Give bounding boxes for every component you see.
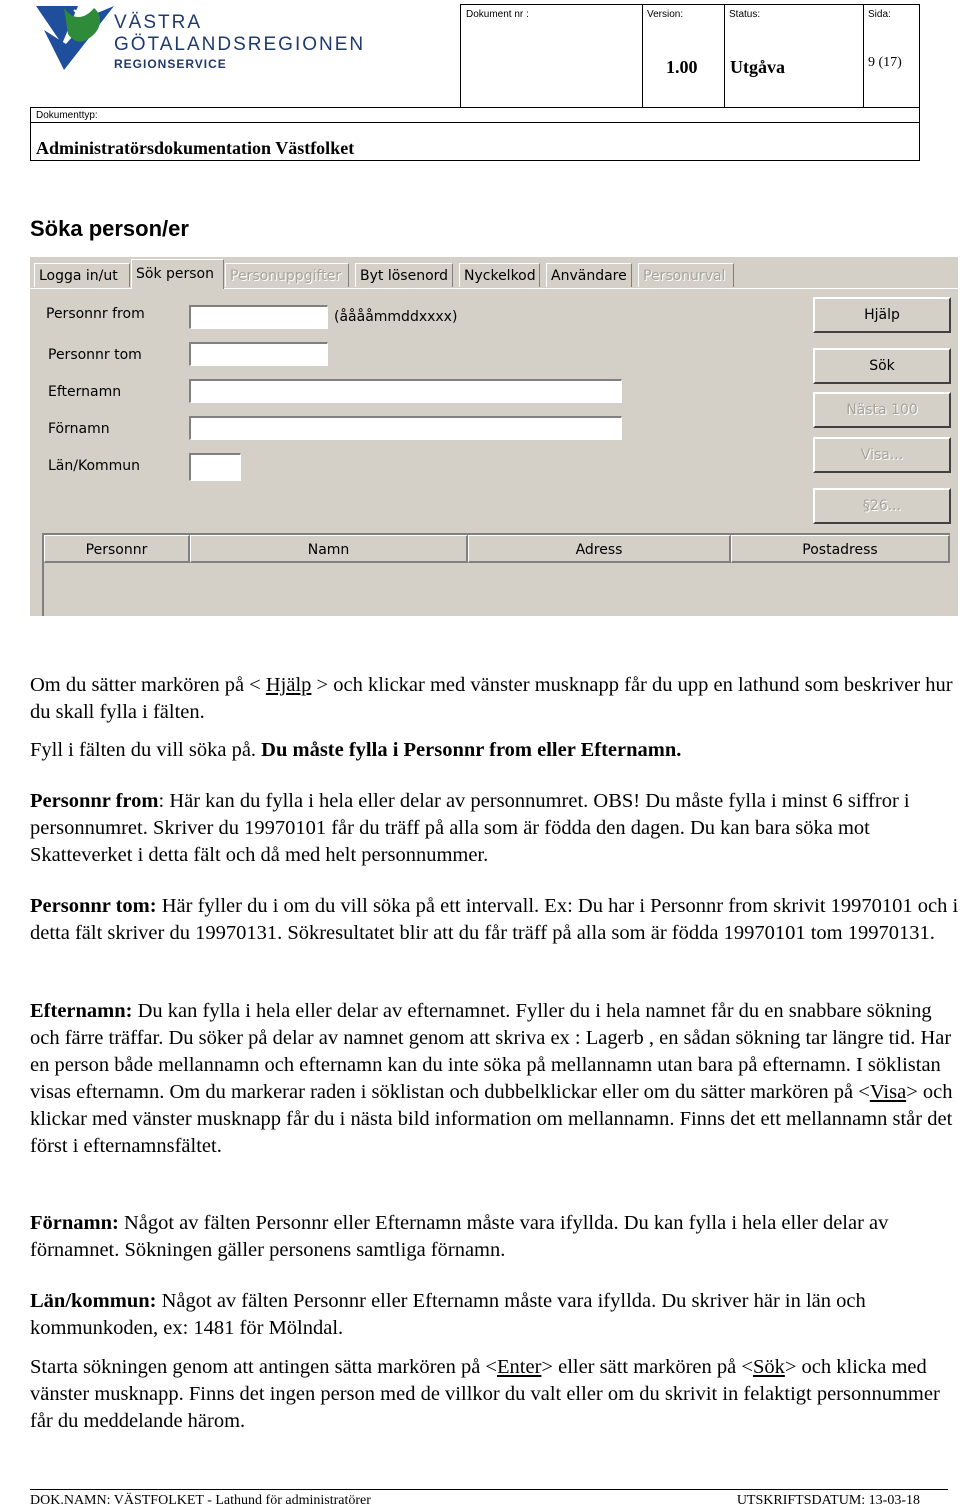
paragraph-personnr-tom: Personnr tom: Här fyller du i om du vill söka på ett intervall. Ex: Du har i Personnr from skrivit 19970101 och i detta fält skriver du 19970131. Sökresultatet blir att du får träff på alla som är födda 19970101 tom 19970131. — [30, 895, 959, 944]
paragraph-fyll-i: Fyll i fälten du vill söka på. Du måste fylla i Personnr from eller Efternamn. — [30, 739, 682, 761]
paragraph-lan-kommun: Län/kommun: Något av fälten Personnr eller Efternamn måste vara ifyllda. Du skriver här in län och kommunkoden, ex: 1481 för Mölndal. — [30, 1290, 866, 1339]
search-result-list[interactable] — [42, 533, 950, 616]
footer-print-date: UTSKRIFTSDATUM: 13-03-18 — [736, 1493, 920, 1508]
tab-bar — [30, 257, 958, 289]
paragraph-starta-sokning: Starta sökningen genom att antingen sätta markören på <Enter> eller sätt markören på <Sök> och klicka med vänster musknapp. Finns det ingen person med de villkor du valt eller om du skrivit in felaktigt personnummer får du meddelande härom. — [30, 1356, 940, 1432]
hjalp-button[interactable]: Hjälp — [813, 297, 951, 333]
footer-divider — [30, 1489, 948, 1490]
sok-person-window — [30, 257, 958, 616]
personnr-from-input[interactable] — [189, 305, 328, 329]
paragraph-hjalp: Om du sätter markören på < Hjälp > och klickar med vänster musknapp får du upp en lathund som beskriver hur du skall fylla i fälten. — [30, 674, 953, 723]
sok-link: Sök — [752, 1356, 785, 1378]
tab-logga-in-ut[interactable]: Logga in/ut — [34, 263, 130, 287]
section-title: Söka person/er — [30, 216, 189, 241]
sida-value: 9 (17) — [868, 55, 902, 70]
dokumenttyp-value: Administratörsdokumentation Västfolket — [36, 138, 355, 158]
sida-label: Sida: — [868, 9, 891, 20]
status-value: Utgåva — [730, 57, 785, 77]
label-efternamn: Efternamn — [48, 384, 122, 400]
column-header-personnr[interactable]: Personnr — [44, 535, 190, 563]
tab-byt-losenord[interactable]: Byt lösenord — [355, 263, 453, 287]
hjalp-link: Hjälp — [265, 674, 312, 696]
dokument-nr-label: Dokument nr : — [466, 9, 529, 20]
footer-doc-name: DOK.NAMN: VÄSTFOLKET - Lathund för administratörer — [30, 1493, 371, 1508]
label-personnr-from: Personnr from — [46, 306, 145, 322]
version-label: Version: — [647, 9, 684, 20]
logo-line1: VÄSTRA — [114, 12, 203, 33]
enter-link: Enter — [497, 1356, 542, 1378]
tab-personurval[interactable]: Personurval — [638, 263, 734, 287]
sida-cell — [863, 4, 920, 108]
dokumenttyp-cell — [30, 107, 920, 161]
visa-button[interactable]: Visa... — [813, 437, 951, 473]
tab-personuppgifter[interactable]: Personuppgifter — [225, 263, 349, 287]
nasta-100-button[interactable]: Nästa 100 — [813, 392, 951, 428]
dokumenttyp-label: Dokumenttyp: — [36, 110, 98, 121]
column-header-namn[interactable]: Namn — [190, 535, 468, 563]
status-cell — [724, 4, 864, 108]
personnr-tom-input[interactable] — [189, 342, 328, 366]
tab-sok-person[interactable]: Sök person — [131, 259, 224, 289]
label-lan-kommun: Län/Kommun — [48, 458, 141, 474]
paragraph-personnr-from: Personnr from: Här kan du fylla i hela eller delar av personnumret. OBS! Du måste fylla i minst 6 siffror i personnumret. Skriver du 19970101 får du träff på alla som är födda den dagen. Du kan bara söka mot Skatteverket i detta fält och då med helt personnummer. — [30, 790, 910, 866]
logo-line3: REGIONSERVICE — [114, 57, 227, 71]
paragraph-fornamn: Förnamn: Något av fälten Personnr eller Efternamn måste vara ifyllda. Du kan fylla i hela eller delar av förnamnet. Sökningen gäller personens samtliga förnamn. — [30, 1212, 889, 1261]
tab-nyckelkod[interactable]: Nyckelkod — [459, 263, 540, 287]
label-fornamn: Förnamn — [48, 421, 110, 437]
logo-line2: GÖTALANDSREGIONEN — [114, 34, 366, 55]
sok-button[interactable]: Sök — [813, 348, 951, 384]
logo-mark-icon — [34, 4, 124, 74]
efternamn-input[interactable] — [189, 379, 622, 403]
dokument-nr-cell — [460, 4, 643, 108]
label-personnr-tom: Personnr tom — [48, 347, 142, 363]
visa-link: Visa — [869, 1081, 907, 1103]
fornamn-input[interactable] — [189, 416, 622, 440]
personnr-format-hint: (ååååmmddxxxx) — [334, 309, 458, 325]
version-cell — [642, 4, 725, 108]
column-header-postadress[interactable]: Postadress — [731, 535, 950, 563]
paragraph-efternamn: Efternamn: Du kan fylla i hela eller delar av efternamnet. Fyller du i hela namnet får du en snabbare sökning och färre träffar. Du söker på delar av namnet genom att skriva ex : Lagerb , en sådan sökning tar längre tid. Har en person både mellannamn och efternamn kan du inte söka på mellannamn utan bara på efternamn. I söklistan visas efternamn. Om du markerar raden i söklistan och dubbelklickar eller om du sätter markören på <Visa> och klickar med vänster musknapp får du i nästa bild information om mellannamn. Finns det ett mellannamn står det först i efternamnsfältet. — [30, 1000, 953, 1157]
version-value: 1.00 — [666, 57, 698, 77]
tab-anvandare[interactable]: Användare — [546, 263, 632, 287]
regionen-logo — [34, 4, 374, 74]
lan-kommun-input[interactable] — [189, 453, 241, 481]
paragraf-26-button[interactable]: §26... — [813, 488, 951, 524]
status-label: Status: — [729, 9, 761, 20]
column-header-adress[interactable]: Adress — [468, 535, 731, 563]
